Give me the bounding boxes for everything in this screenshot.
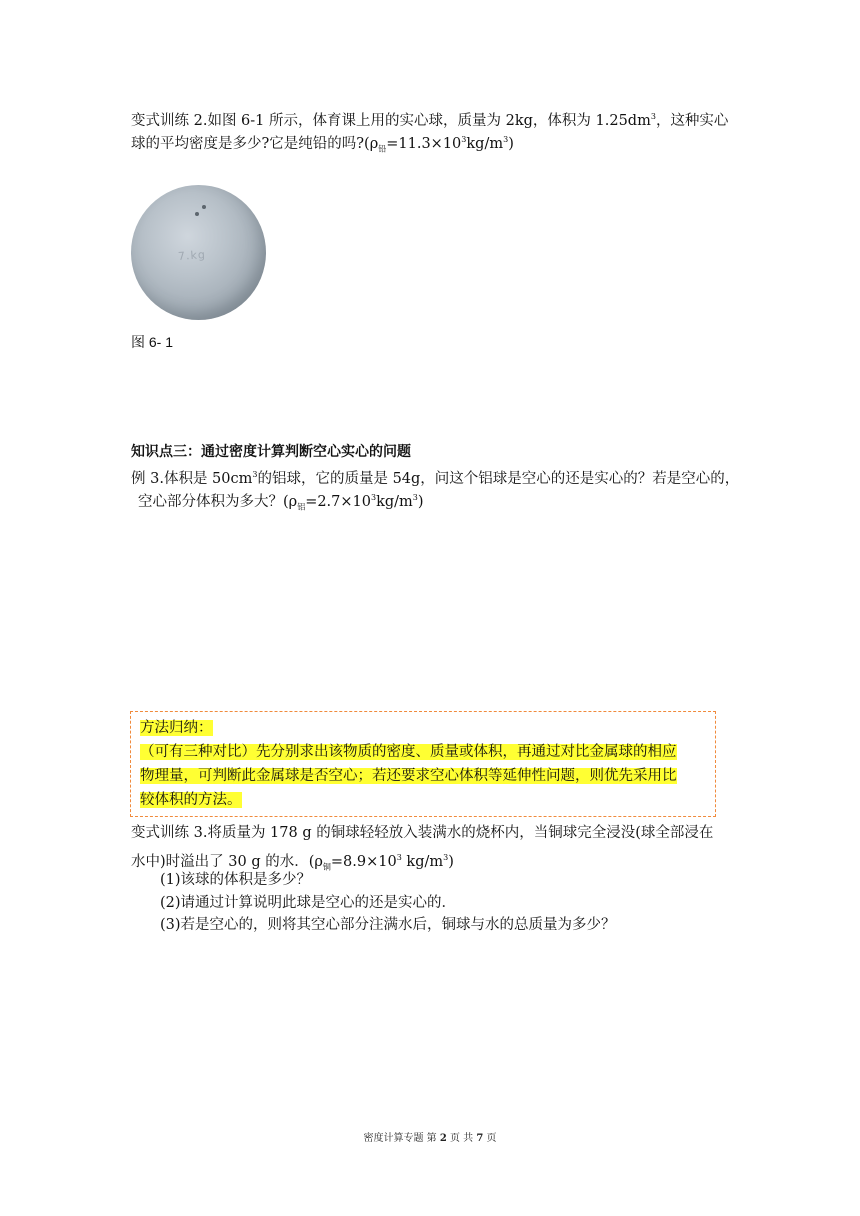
page-footer: [0, 1129, 860, 1144]
rho-subscript: 铝: [297, 502, 306, 512]
footer-text-a: 密度计算专题 第: [363, 1133, 440, 1144]
exercise-2-line-1: [131, 106, 728, 132]
exercise-2-text-2d: ): [508, 135, 514, 152]
footer-page-number: 2: [439, 1133, 447, 1144]
example-3-line-1: [131, 464, 739, 490]
section-heading: 知识点三：通过密度计算判断空心实心的问题: [131, 444, 411, 460]
example-3-text-2a: 空心部分体积为多大？(: [138, 493, 289, 510]
exercise-3-unit-exp: 3: [443, 853, 449, 862]
example-3-unit-exp: 3: [412, 493, 418, 502]
ball-marking: 7.kg: [177, 248, 207, 263]
exercise-2-sup: 3: [650, 112, 656, 121]
rho-subscript: 铅: [378, 144, 387, 154]
example-3-exp: 3: [371, 493, 377, 502]
method-line-3: 较体积的方法。: [140, 792, 242, 808]
exercise-2-text-2b: =11.3×10: [386, 135, 462, 152]
method-text: [140, 716, 677, 812]
rho-symbol: ρ: [314, 853, 323, 870]
exercise-3-text-2c: kg/m: [401, 853, 444, 870]
example-3-text-2d: ): [417, 493, 424, 510]
exercise-2-text-2c: kg/m: [466, 135, 504, 152]
example-3-line-2: [138, 487, 424, 518]
exercise-2-text-1: 变式训练 2.如图 6-1 所示，体育课上用的实心球，质量为 2kg，体积为 1.25dm: [131, 112, 651, 129]
exercise-2-text-2a: 球的平均密度是多少?它是纯铅的吗?(: [131, 135, 370, 152]
exercise-2-exp: 3: [461, 135, 467, 144]
example-3-text-2b: =2.7×10: [305, 493, 371, 510]
exercise-3-text-2b: =8.9×10: [330, 853, 397, 870]
footer-total-pages: 7: [476, 1133, 484, 1144]
exercise-3-text-2a: 水中)时溢出了 30 g 的水．(: [131, 853, 315, 870]
exercise-3-line-1: 变式训练 3.将质量为 178 g 的铜球轻轻放入装满水的烧杯内，当铜球完全浸没(球全部浸在: [131, 825, 714, 841]
exercise-2-unit-exp: 3: [503, 135, 509, 144]
shot-put-ball-image: [131, 185, 266, 320]
ball-hole: [202, 205, 206, 209]
method-line-1: （可有三种对比）先分别求出该物质的密度、质量或体积，再通过对比金属球的相应: [140, 744, 677, 760]
question-1: (1)该球的体积是多少？: [160, 872, 312, 888]
footer-text-b: 页 共: [446, 1133, 477, 1144]
question-2: (2)请通过计算说明此球是空心的还是实心的．: [160, 895, 457, 911]
example-3-text-2c: kg/m: [376, 493, 413, 510]
footer-text-c: 页: [483, 1133, 497, 1144]
rho-subscript: 铜: [322, 862, 331, 872]
example-3-text-1a: 例 3.体积是 50cm: [131, 470, 253, 487]
exercise-2-text-1-tail: ，这种实心: [655, 112, 729, 129]
figure-caption: 图 6- 1: [131, 334, 174, 350]
exercise-2-line-2: [131, 129, 514, 160]
example-3-sup: 3: [252, 470, 258, 479]
ball-hole: [195, 212, 199, 216]
rho-symbol: ρ: [288, 493, 298, 510]
exercise-3-exp: 3: [396, 853, 402, 862]
method-line-2: 物理量，可判断此金属球是否空心；若还要求空心体积等延伸性问题，则优先采用比: [140, 768, 677, 784]
method-title: 方法归纳：: [140, 720, 213, 736]
question-3: (3)若是空心的，则将其空心部分注满水后，铜球与水的总质量为多少？: [160, 917, 616, 933]
example-3-text-1b: 的铝球，它的质量是 54g，问这个铝球是空心的还是实心的？若是空心的，: [257, 470, 740, 487]
rho-symbol: ρ: [369, 135, 379, 152]
exercise-3-text-2d: ): [448, 853, 454, 870]
